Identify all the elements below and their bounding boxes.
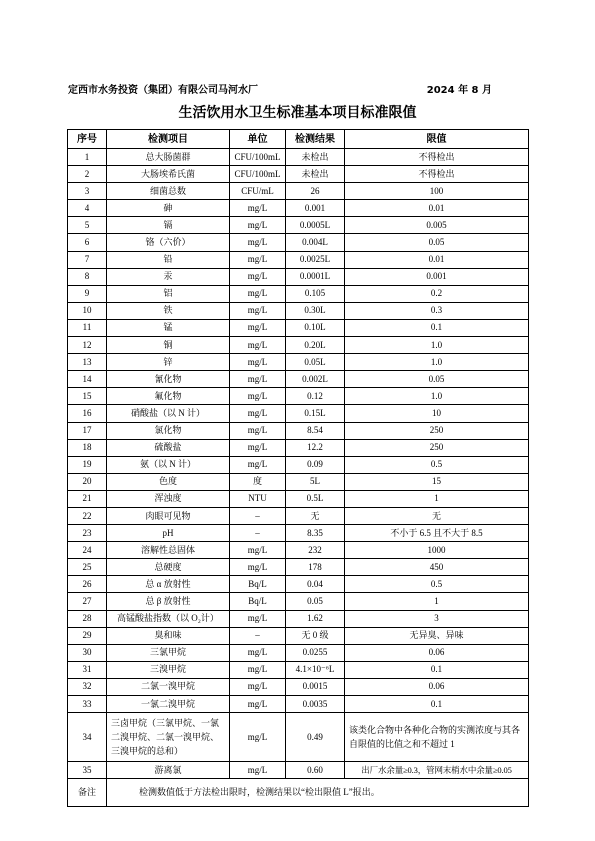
limit-value: 0.1: [345, 696, 529, 713]
test-result: 0.10L: [286, 319, 345, 336]
unit: mg/L: [230, 610, 286, 627]
test-item: 三卤甲烷（三氯甲烷、一氯二溴甲烷、二氯一溴甲烷、三溴甲烷的总和）: [107, 713, 230, 762]
test-item: 总大肠菌群: [107, 149, 230, 166]
test-item: 浑浊度: [107, 490, 230, 507]
column-header-result: 检测结果: [286, 130, 345, 149]
unit: mg/L: [230, 251, 286, 268]
limit-value: 0.3: [345, 302, 529, 319]
unit: mg/L: [230, 200, 286, 217]
limit-value: 1: [345, 593, 529, 610]
column-header-no: 序号: [68, 130, 107, 149]
test-result: 无: [286, 507, 345, 524]
test-item: 游离氯: [107, 762, 230, 779]
row-number: 23: [68, 525, 107, 542]
row-number: 1: [68, 149, 107, 166]
limit-value: 1.0: [345, 388, 529, 405]
limit-value: 250: [345, 422, 529, 439]
row-number: 33: [68, 696, 107, 713]
table-row: [68, 149, 529, 166]
test-item: 三氯甲烷: [107, 644, 230, 661]
test-result: 未检出: [286, 166, 345, 183]
test-item: 大肠埃希氏菌: [107, 166, 230, 183]
limit-value: 0.05: [345, 371, 529, 388]
unit: mg/L: [230, 542, 286, 559]
test-item: 铅: [107, 251, 230, 268]
test-result: 4.1×10⁻⁶L: [286, 661, 345, 678]
limit-value: 不小于 6.5 且不大于 8.5: [345, 525, 529, 542]
table-row: [68, 319, 529, 336]
table-row: [68, 200, 529, 217]
test-result: 0.0025L: [286, 251, 345, 268]
limit-value: 不得检出: [345, 166, 529, 183]
limit-value: 1: [345, 490, 529, 507]
row-number: 2: [68, 166, 107, 183]
test-item: 二氯一溴甲烷: [107, 678, 230, 695]
table-row: [68, 762, 529, 779]
limit-value: 3: [345, 610, 529, 627]
table-row: [68, 525, 529, 542]
row-number: 20: [68, 473, 107, 490]
table-row: [68, 183, 529, 200]
row-number: 11: [68, 319, 107, 336]
row-number: 35: [68, 762, 107, 779]
test-result: 0.004L: [286, 234, 345, 251]
limit-value: 100: [345, 183, 529, 200]
table-row: [68, 593, 529, 610]
test-item: 锰: [107, 319, 230, 336]
limit-value: 无异臭、异味: [345, 627, 529, 644]
unit: mg/L: [230, 439, 286, 456]
unit: mg/L: [230, 762, 286, 779]
limit-value: 0.5: [345, 456, 529, 473]
column-header-item: 检测项目: [107, 130, 230, 149]
unit: NTU: [230, 490, 286, 507]
test-result: 0.05L: [286, 354, 345, 371]
test-result: 0.20L: [286, 337, 345, 354]
row-number: 9: [68, 285, 107, 302]
limit-value: 0.005: [345, 217, 529, 234]
table-row: [68, 251, 529, 268]
unit: mg/L: [230, 388, 286, 405]
test-result: 0.105: [286, 285, 345, 302]
test-item: 细菌总数: [107, 183, 230, 200]
unit: mg/L: [230, 268, 286, 285]
table-row: [68, 678, 529, 695]
test-result: 0.0015: [286, 678, 345, 695]
table-row: [68, 337, 529, 354]
document-header: [68, 84, 492, 98]
test-result: 1.62: [286, 610, 345, 627]
unit: mg/L: [230, 644, 286, 661]
limit-value: 0.01: [345, 251, 529, 268]
row-number: 13: [68, 354, 107, 371]
test-item: 总 α 放射性: [107, 576, 230, 593]
test-result: 26: [286, 183, 345, 200]
table-row: [68, 217, 529, 234]
table-row: [68, 507, 529, 524]
organization-name: 定西市水务投资（集团）有限公司马河水厂: [68, 85, 258, 96]
table-row: [68, 627, 529, 644]
test-item: pH: [107, 525, 230, 542]
test-item: 铜: [107, 337, 230, 354]
test-item: 色度: [107, 473, 230, 490]
table-row: [68, 576, 529, 593]
test-result: 0.09: [286, 456, 345, 473]
table-row: [68, 713, 529, 762]
test-result: 0.30L: [286, 302, 345, 319]
test-result: 0.0255: [286, 644, 345, 661]
test-item: 硫酸盐: [107, 439, 230, 456]
table-row: [68, 371, 529, 388]
test-result: 无 0 级: [286, 627, 345, 644]
row-number: 12: [68, 337, 107, 354]
limit-value: 15: [345, 473, 529, 490]
test-item: 铁: [107, 302, 230, 319]
unit: mg/L: [230, 302, 286, 319]
unit: mg/L: [230, 405, 286, 422]
row-number: 22: [68, 507, 107, 524]
table-row: [68, 285, 529, 302]
table-row: [68, 661, 529, 678]
limit-value: 0.1: [345, 319, 529, 336]
table-row: [68, 234, 529, 251]
row-number: 16: [68, 405, 107, 422]
row-number: 18: [68, 439, 107, 456]
test-result: 0.04: [286, 576, 345, 593]
limit-value: 1000: [345, 542, 529, 559]
test-result: 232: [286, 542, 345, 559]
test-item: 高锰酸盐指数（以 O₂计）: [107, 610, 230, 627]
unit: mg/L: [230, 217, 286, 234]
row-number: 7: [68, 251, 107, 268]
unit: mg/L: [230, 234, 286, 251]
row-number: 5: [68, 217, 107, 234]
test-result: 0.05: [286, 593, 345, 610]
limit-value: 0.001: [345, 268, 529, 285]
table-row: [68, 405, 529, 422]
row-number: 24: [68, 542, 107, 559]
test-item: 铬（六价）: [107, 234, 230, 251]
test-item: 三溴甲烷: [107, 661, 230, 678]
test-result: 0.5L: [286, 490, 345, 507]
row-number: 10: [68, 302, 107, 319]
unit: Bq/L: [230, 593, 286, 610]
row-number: 15: [68, 388, 107, 405]
test-result: 178: [286, 559, 345, 576]
table-row: [68, 473, 529, 490]
row-number: 27: [68, 593, 107, 610]
table-row: [68, 456, 529, 473]
limit-value: 0.5: [345, 576, 529, 593]
standard-limits-table: [67, 129, 529, 807]
column-header-limit: 限值: [345, 130, 529, 149]
test-item: 铝: [107, 285, 230, 302]
test-item: 砷: [107, 200, 230, 217]
limit-value: 不得检出: [345, 149, 529, 166]
table-row: [68, 422, 529, 439]
unit: CFU/100mL: [230, 166, 286, 183]
row-number: 21: [68, 490, 107, 507]
table-row: [68, 268, 529, 285]
unit: mg/L: [230, 337, 286, 354]
limit-value: 10: [345, 405, 529, 422]
row-number: 4: [68, 200, 107, 217]
test-result: 0.12: [286, 388, 345, 405]
table-row: [68, 388, 529, 405]
test-item: 总硬度: [107, 559, 230, 576]
table-row: [68, 696, 529, 713]
test-item: 总 β 放射性: [107, 593, 230, 610]
row-number: 6: [68, 234, 107, 251]
row-number: 25: [68, 559, 107, 576]
limit-value: 0.01: [345, 200, 529, 217]
limit-value: 0.2: [345, 285, 529, 302]
test-item: 溶解性总固体: [107, 542, 230, 559]
test-result: 0.60: [286, 762, 345, 779]
unit: mg/L: [230, 559, 286, 576]
row-number: 28: [68, 610, 107, 627]
row-number: 8: [68, 268, 107, 285]
limit-value: 出厂水余量≥0.3，管网末梢水中余量≥0.05: [345, 762, 529, 779]
table-header-row: [68, 130, 529, 149]
row-number: 31: [68, 661, 107, 678]
unit: mg/L: [230, 696, 286, 713]
table-row: [68, 610, 529, 627]
table-row: [68, 302, 529, 319]
test-result: 5L: [286, 473, 345, 490]
table-row: [68, 542, 529, 559]
unit: mg/L: [230, 354, 286, 371]
test-result: 0.0005L: [286, 217, 345, 234]
unit: mg/L: [230, 422, 286, 439]
limit-value: 0.05: [345, 234, 529, 251]
table-row: [68, 166, 529, 183]
unit: –: [230, 627, 286, 644]
row-number: 32: [68, 678, 107, 695]
test-result: 0.0001L: [286, 268, 345, 285]
test-result: 12.2: [286, 439, 345, 456]
test-item: 一氯二溴甲烷: [107, 696, 230, 713]
row-number: 30: [68, 644, 107, 661]
test-item: 氯化物: [107, 422, 230, 439]
row-number: 17: [68, 422, 107, 439]
test-result: 8.35: [286, 525, 345, 542]
test-item: 臭和味: [107, 627, 230, 644]
unit: CFU/100mL: [230, 149, 286, 166]
row-number: 14: [68, 371, 107, 388]
test-result: 未检出: [286, 149, 345, 166]
test-result: 0.0035: [286, 696, 345, 713]
row-number: 26: [68, 576, 107, 593]
unit: mg/L: [230, 285, 286, 302]
report-date: 2024 年 8 月: [426, 85, 492, 96]
unit: Bq/L: [230, 576, 286, 593]
limit-value: 0.1: [345, 661, 529, 678]
test-item: 氨（以 N 计）: [107, 456, 230, 473]
test-result: 0.49: [286, 713, 345, 762]
unit: mg/L: [230, 678, 286, 695]
table-row: [68, 354, 529, 371]
row-number: 29: [68, 627, 107, 644]
limit-value: 250: [345, 439, 529, 456]
limit-value: 该类化合物中各种化合物的实测浓度与其各自限值的比值之和不超过 1: [345, 713, 529, 762]
test-item: 肉眼可见物: [107, 507, 230, 524]
test-item: 镉: [107, 217, 230, 234]
test-result: 0.001: [286, 200, 345, 217]
test-result: 0.15L: [286, 405, 345, 422]
table-row: [68, 644, 529, 661]
test-result: 8.54: [286, 422, 345, 439]
test-item: 氟化物: [107, 388, 230, 405]
row-number: 19: [68, 456, 107, 473]
unit: mg/L: [230, 661, 286, 678]
limit-value: 1.0: [345, 354, 529, 371]
unit: mg/L: [230, 713, 286, 762]
limit-value: 0.06: [345, 678, 529, 695]
page-title: 生活饮用水卫生标准基本项目标准限值: [178, 105, 417, 121]
remark-text: 检测数值低于方法检出限时，检测结果以“检出限值 L”报出。: [107, 779, 529, 807]
test-item: 锌: [107, 354, 230, 371]
test-item: 氰化物: [107, 371, 230, 388]
row-number: 3: [68, 183, 107, 200]
test-item: 汞: [107, 268, 230, 285]
unit: CFU/mL: [230, 183, 286, 200]
row-number: 34: [68, 713, 107, 762]
unit: mg/L: [230, 371, 286, 388]
limit-value: 无: [345, 507, 529, 524]
remark-row: [68, 779, 529, 807]
table-row: [68, 559, 529, 576]
unit: mg/L: [230, 319, 286, 336]
limit-value: 0.06: [345, 644, 529, 661]
unit: 度: [230, 473, 286, 490]
limit-value: 1.0: [345, 337, 529, 354]
unit: –: [230, 507, 286, 524]
unit: mg/L: [230, 456, 286, 473]
table-row: [68, 490, 529, 507]
column-header-unit: 单位: [230, 130, 286, 149]
test-result: 0.002L: [286, 371, 345, 388]
limit-value: 450: [345, 559, 529, 576]
unit: –: [230, 525, 286, 542]
table-row: [68, 439, 529, 456]
test-item: 硝酸盐（以 N 计）: [107, 405, 230, 422]
remark-label: 备注: [68, 779, 107, 807]
